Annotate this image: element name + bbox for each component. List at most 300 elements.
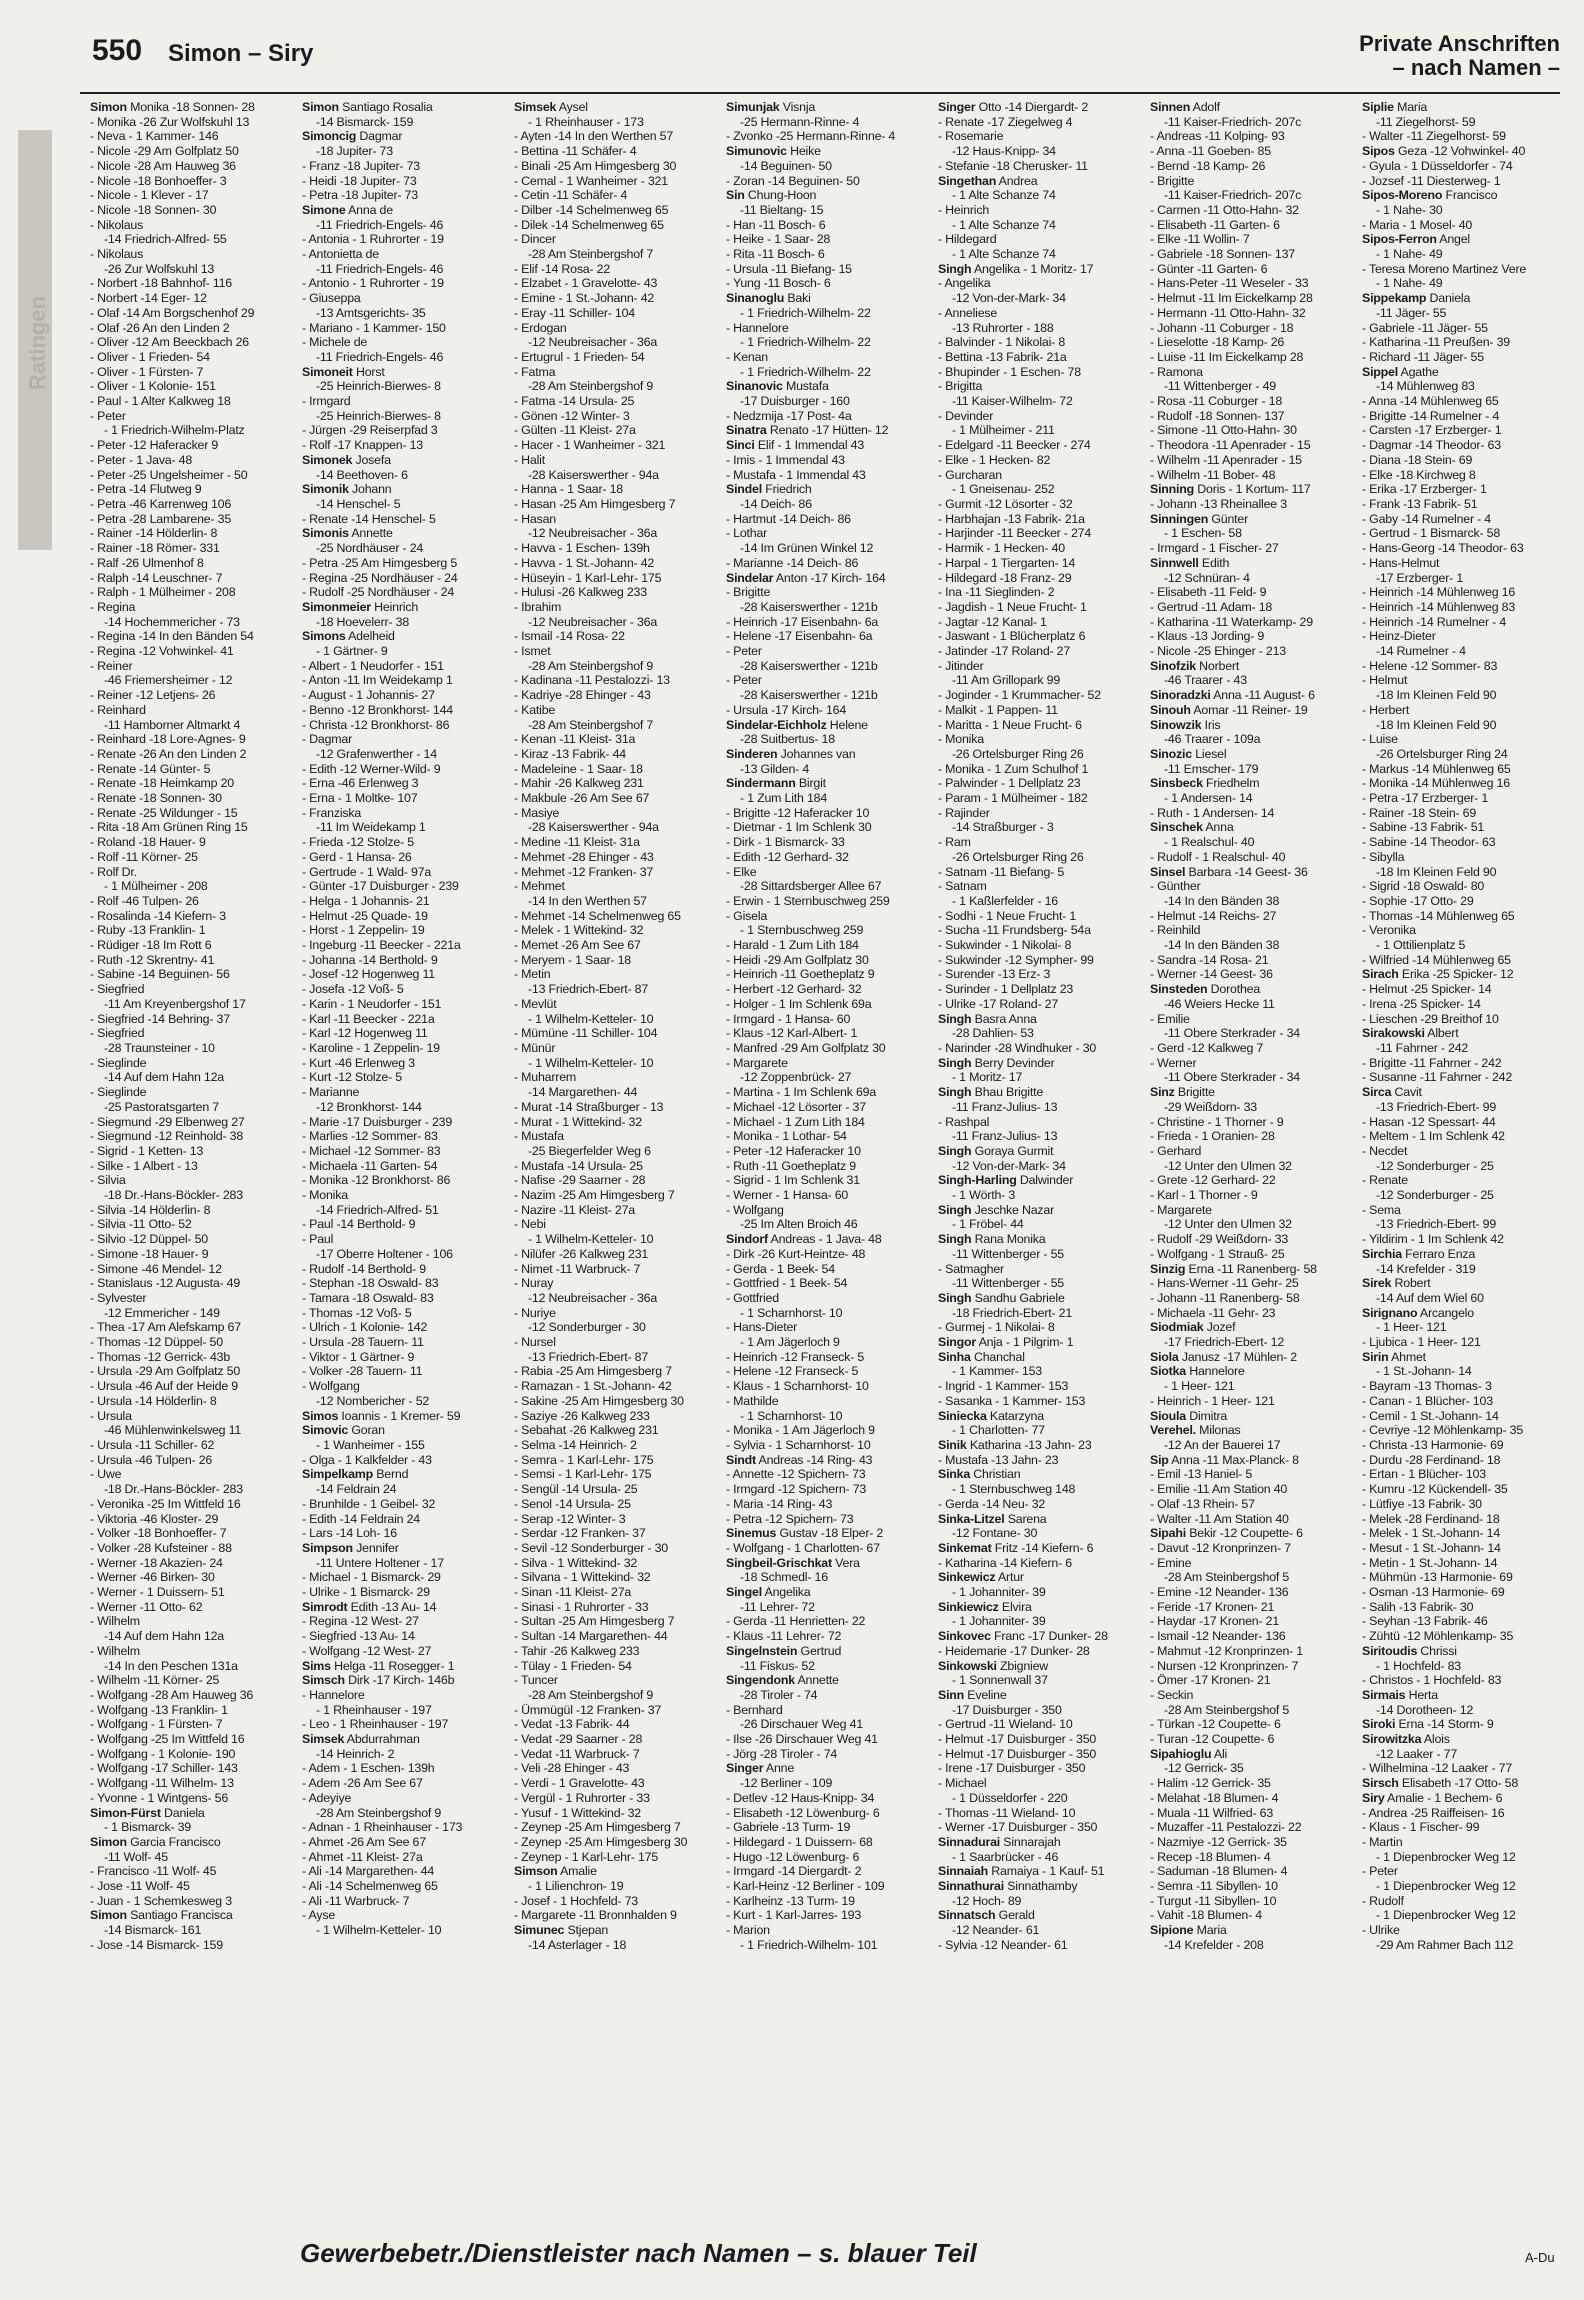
listing-entry: - Viktoria -46 Kloster- 29 <box>90 1511 219 1526</box>
listing-entry: Sinanovic Mustafa <box>726 379 829 394</box>
listing-entry: - Michael -12 Lösorter - 37 <box>726 1099 866 1114</box>
listing-entry: - Sevil -12 Sonderburger - 30 <box>514 1540 668 1555</box>
listing-entry: - Harbhajan -13 Fabrik- 21a <box>938 511 1085 526</box>
section-title <box>1359 32 1560 80</box>
listing-entry: -14 Asterlager - 18 <box>528 1937 627 1952</box>
listing-entry: - Edith -12 Gerhard- 32 <box>726 849 849 864</box>
listing-entry: -11 Obere Sterkrader - 34 <box>1164 1070 1300 1085</box>
listing-entry: Sinn Eveline <box>938 1687 1007 1702</box>
listing-entry: - Helmut <box>1362 673 1408 688</box>
surname-headword: Sinofzik <box>1150 658 1196 673</box>
listing-entry: - Emine <box>1150 1555 1192 1570</box>
listing-entry: - Wolfgang - 1 Fürsten- 7 <box>90 1717 223 1732</box>
surname-headword: Singer <box>938 100 976 114</box>
listing-entry: Simson Amalie <box>514 1864 597 1879</box>
listing-entry: -25 Biegerfelder Weg 6 <box>528 1143 651 1158</box>
surname-headword: Sirek <box>1362 1276 1392 1291</box>
listing-entry: - 1 Alte Schanze 74 <box>952 217 1056 232</box>
surname-headword: Singethan <box>938 173 997 188</box>
listing-entry: - Wilhelm <box>90 1643 140 1658</box>
surname-headword: Singel <box>726 1585 762 1600</box>
listing-entry: - Edith -12 Werner-Wild- 9 <box>302 761 441 776</box>
listing-entry: - Sylvia -12 Neander- 61 <box>938 1937 1068 1952</box>
listing-entry: - Simone -46 Mendel- 12 <box>90 1261 222 1276</box>
listing-entry: -11 Lehrer- 72 <box>740 1599 815 1614</box>
listing-entry: - Ramazan - 1 St.-Johann- 42 <box>514 1379 672 1394</box>
listing-entry: -14 Krefelder - 319 <box>1376 1261 1476 1276</box>
listing-entry: - Nazire -11 Kleist- 27a <box>514 1202 635 1217</box>
listing-entry: - Gertrud -11 Adam- 18 <box>1150 599 1273 614</box>
listing-entry: - Devinder <box>938 408 994 423</box>
listing-entry: -28 Kaiserswerther - 121b <box>740 658 878 673</box>
listing-entry: - Werner -14 Geest- 36 <box>1150 967 1273 982</box>
surname-headword: Singh <box>938 1055 972 1070</box>
listing-entry: - Sophie -17 Otto- 29 <box>1362 893 1474 908</box>
listing-entry: - Narinder -28 Windhuker - 30 <box>938 1041 1097 1055</box>
listing-entry: -13 Gilden- 4 <box>740 761 810 776</box>
listing-entry: - Sultan -14 Margarethen- 44 <box>514 1629 668 1644</box>
listing-entry: - Gottfried - 1 Beek- 54 <box>726 1276 848 1291</box>
listing-entry: - Vedat -13 Fabrik- 44 <box>514 1717 630 1732</box>
listing-entry: - 1 Am Jägerloch 9 <box>740 1335 840 1350</box>
listing-entry: -14 Rumelner - 4 <box>1376 644 1466 659</box>
listing-entry: - Hans-Helmut <box>1362 555 1440 570</box>
listing-entry: - Marion <box>726 1923 770 1938</box>
listing-entry: - Sultan -25 Am Himgesberg 7 <box>514 1614 675 1629</box>
listing-entry: -11 Jäger- 55 <box>1376 305 1447 320</box>
listing-entry: - Siegfried -13 Au- 14 <box>302 1629 415 1644</box>
listing-entry: Simon Garcia Francisco <box>90 1834 221 1849</box>
listing-entry: - Petra -14 Flutweg 9 <box>90 482 202 497</box>
listing-entry: -12 Neubreisacher - 36a <box>528 335 658 350</box>
listing-entry: - Simone -18 Hauer- 9 <box>90 1246 209 1261</box>
listing-entry: - Helene -12 Sommer- 83 <box>1362 658 1498 673</box>
listing-entry: - 1 Friedrich-Wilhelm- 101 <box>740 1937 878 1952</box>
listing-entry: -17 Erzberger- 1 <box>1376 570 1464 585</box>
listing-entry: - 1 Düsseldorfer - 220 <box>952 1790 1068 1805</box>
listing-entry: - Sukwinder - 1 Nikolai- 8 <box>938 938 1072 953</box>
listing-entry: - Teresa Moreno Martinez Vere <box>1362 261 1527 276</box>
listing-entry: - Hannelore <box>302 1687 365 1702</box>
listing-entry: - Luise -11 Im Eickelkamp 28 <box>1150 349 1304 364</box>
listing-entry: - Maritta - 1 Neue Frucht- 6 <box>938 717 1082 732</box>
listing-entry: Sippekamp Daniela <box>1362 291 1471 306</box>
listing-entry: - Heidemarie -17 Dunker- 28 <box>938 1643 1090 1658</box>
listing-entry: Sinnaiah Ramaiya - 1 Kauf- 51 <box>938 1864 1105 1879</box>
listing-entry: -14 Bismarck- 161 <box>104 1923 202 1938</box>
listing-entry: -12 Haus-Knipp- 34 <box>952 144 1056 159</box>
listing-entry: - Serap -12 Winter- 3 <box>514 1511 626 1526</box>
listing-entry: - Irmgard - 1 Hansa- 60 <box>726 1011 851 1026</box>
surname-headword: Sinkowski <box>938 1658 997 1673</box>
listing-entry: - Zühtü -12 Möhlenkamp- 35 <box>1362 1629 1514 1644</box>
listing-entry: - Wolfgang -17 Schiller- 143 <box>90 1761 238 1776</box>
listing-entry: - Kiraz -13 Fabrik- 44 <box>514 746 626 761</box>
listing-entry: - Muzaffer -11 Pestalozzi- 22 <box>1150 1820 1302 1835</box>
listing-entry: - Zeynep -25 Am Himgesberg 30 <box>514 1834 688 1849</box>
listing-entry: - Wilhelm -11 Körner- 25 <box>90 1673 220 1688</box>
listing-entry: - Sandra -14 Rosa- 21 <box>1150 952 1269 967</box>
listing-entry: -25 Pastoratsgarten 7 <box>104 1099 219 1114</box>
side-thumb-tab-label: Ratingen <box>25 295 50 391</box>
listing-entry: Siplie Maria <box>1362 100 1428 114</box>
listing-entry: Sinsteden Dorothea <box>1150 982 1261 997</box>
listing-entry: - Mümüne -11 Schiller- 104 <box>514 1026 658 1041</box>
listing-entry: -14 Feldrain 24 <box>316 1482 397 1497</box>
listing-entry: - Herbert <box>1362 702 1410 717</box>
listing-entry: - Silvio -12 Düppel- 50 <box>90 1232 208 1247</box>
listing-entry: - Walter -11 Ziegelhorst- 59 <box>1362 129 1506 144</box>
listing-entry: - Ismail -14 Rosa- 22 <box>514 629 625 644</box>
listing-entry: - Turan -12 Coupette- 6 <box>1150 1732 1275 1747</box>
surname-headword: Sindermann <box>726 776 796 791</box>
listing-entry: -11 Friedrich-Engels- 46 <box>316 349 444 364</box>
listing-entry: -25 Im Alten Broich 46 <box>740 1217 858 1232</box>
listing-entry: -12 Grafenwerther - 14 <box>316 746 437 761</box>
listing-entry: - Ismet <box>514 644 551 659</box>
listing-entry: -14 Deich- 86 <box>740 496 812 511</box>
listing-entry: - Sinasi - 1 Ruhrorter - 33 <box>514 1599 649 1614</box>
listing-entry: Sinkemat Fritz -14 Kiefern- 6 <box>938 1540 1094 1555</box>
listing-entry: -25 Heinrich-Bierwes- 8 <box>316 379 441 394</box>
listing-entry: Singh Rana Monika <box>938 1232 1046 1247</box>
listing-entry: Sioula Dimitra <box>1150 1408 1228 1423</box>
listing-entry: - 1 Rheinhauser - 173 <box>528 114 644 129</box>
listing-entry: - Maria - 1 Mosel- 40 <box>1362 217 1473 232</box>
listing-entry: - Werner - 1 Duissern- 51 <box>90 1585 225 1600</box>
listing-entry: - Rolf Dr. <box>90 864 137 879</box>
listing-entry: - Metin <box>514 967 551 982</box>
listing-entry: - Leo - 1 Rheinhauser - 197 <box>302 1717 449 1732</box>
surname-headword: Sipahi <box>1150 1526 1186 1541</box>
listing-entry: - Elisabeth -11 Garten- 6 <box>1150 217 1280 232</box>
listing-entry: - Nikolaus <box>90 217 144 232</box>
listing-entry: - Thomas -12 Gerrick- 43b <box>90 1349 231 1364</box>
listing-entry: -12 Neubreisacher - 36a <box>528 1290 658 1305</box>
listing-entry: - Günter -11 Garten- 6 <box>1150 261 1268 276</box>
listing-entry: - Jose -11 Wolf- 45 <box>90 1879 190 1894</box>
listing-entry: - Wolfgang -28 Am Hauweg 36 <box>90 1687 254 1702</box>
listing-entry: - Meltem - 1 Im Schlenk 42 <box>1362 1129 1505 1144</box>
listing-entry: - Jagdish - 1 Neue Frucht- 1 <box>938 599 1087 614</box>
listing-entry: - Harmik - 1 Hecken- 40 <box>938 541 1065 556</box>
listing-entry: - Wolfgang -13 Franklin- 1 <box>90 1702 228 1717</box>
listing-entry: - Erna - 1 Moltke- 107 <box>302 791 418 806</box>
listing-entry: - Jagtar -12 Kanal- 1 <box>938 614 1047 629</box>
listing-entry: - Recep -18 Blumen- 4 <box>1150 1849 1271 1864</box>
listing-entry: - Lieselotte -18 Kamp- 26 <box>1150 335 1285 350</box>
listing-entry: - Katharina -14 Kiefern- 6 <box>938 1555 1072 1570</box>
listing-entry: - Regina -14 In den Bänden 54 <box>90 629 254 644</box>
listing-entry: - Nazmiye -12 Gerrick- 35 <box>1150 1834 1287 1849</box>
listing-entry: - Lieschen -29 Breithof 10 <box>1362 1011 1499 1026</box>
listing-entry: - Werner -18 Akazien- 24 <box>90 1555 223 1570</box>
listing-entry: - Josefa -12 Voß- 5 <box>302 982 404 997</box>
listing-entry: - Frank -13 Fabrik- 51 <box>1362 496 1478 511</box>
listing-entry: -13 Amtsgerichts- 35 <box>316 305 426 320</box>
listing-entry: - Jozsef -11 Diesterweg- 1 <box>1362 173 1501 188</box>
listing-entry: - Silvana - 1 Wittekind- 32 <box>514 1570 651 1585</box>
listing-entry: - 1 Mülheimer - 208 <box>104 879 208 894</box>
listing-entry: - Gabriele -18 Sonnen- 137 <box>1150 247 1295 262</box>
surname-headword: Sinozic <box>1150 746 1192 761</box>
listing-entry: - Madeleine - 1 Saar- 18 <box>514 761 643 776</box>
listing-entry: - Mustafa - 1 Immendal 43 <box>726 467 866 482</box>
listing-entry: - Ulrich - 1 Kolonie- 142 <box>302 1320 428 1335</box>
listing-entry: - Palwinder - 1 Dellplatz 23 <box>938 776 1081 791</box>
listing-entry: - Ralph - 1 Mülheimer - 208 <box>90 585 236 600</box>
listing-entry: - Hans-Peter -11 Weseler - 33 <box>1150 276 1309 291</box>
listing-entry: Siotka Hannelore <box>1150 1364 1245 1379</box>
listing-entry: - Gaby -14 Rumelner - 4 <box>1362 511 1491 526</box>
listing-entry: - Emilie -11 Am Station 40 <box>1150 1482 1288 1497</box>
listing-entry: - Martin <box>1362 1834 1403 1849</box>
listing-entry: -18 Im Kleinen Feld 90 <box>1376 864 1497 879</box>
listing-entry: - Ursula -14 Hölderlin- 8 <box>90 1393 217 1408</box>
listing-entry: - 1 Charlotten- 77 <box>952 1423 1045 1438</box>
listing-entry: - Detlev -12 Haus-Knipp- 34 <box>726 1790 875 1805</box>
listing-entry: - Ruby -13 Franklin- 1 <box>90 923 206 938</box>
listing-entry: - Ursula -46 Tulpen- 26 <box>90 1452 213 1467</box>
surname-headword: Sinning <box>1150 482 1195 497</box>
listing-entry: - Hasan -12 Spessart- 44 <box>1362 1114 1496 1129</box>
listing-entry: Sinouh Aomar -11 Reiner- 19 <box>1150 702 1308 717</box>
listing-entry: Singh Sandhu Gabriele <box>938 1290 1065 1305</box>
listing-entry: Simoneit Horst <box>302 364 385 379</box>
surname-headword: Simonek <box>302 452 353 467</box>
surname-headword: Sinanovic <box>726 379 783 394</box>
surname-headword: Sipos <box>1362 144 1395 159</box>
listing-entry: -26 Zur Wolfskuhl 13 <box>104 261 215 276</box>
surname-headword: Singh <box>938 1232 972 1247</box>
side-thumb-tab <box>18 130 52 550</box>
listing-entry: - Renate -17 Ziegelweg 4 <box>938 114 1073 129</box>
listing-entry: - Peter -12 Haferacker 9 <box>90 438 219 453</box>
surname-headword: Sirca <box>1362 1085 1392 1100</box>
listing-entry: - Yildirim - 1 Im Schlenk 42 <box>1362 1232 1504 1247</box>
listing-entry: - 1 Friedrich-Wilhelm- 22 <box>740 364 871 379</box>
listing-entry: Siroki Erna -14 Storm- 9 <box>1362 1717 1494 1732</box>
listing-entry: Singh Goraya Gurmit <box>938 1143 1054 1158</box>
listing-entry: - Gertrud - 1 Bismarck- 58 <box>1362 526 1501 541</box>
listing-entry: -14 Krefelder - 208 <box>1164 1937 1264 1952</box>
listing-columns <box>90 100 1570 2240</box>
listing-entry: -13 Friedrich-Ebert- 87 <box>528 1349 649 1364</box>
listing-entry: -46 Mühlenwinkelsweg 11 <box>104 1423 242 1438</box>
listing-entry: -12 Von-der-Mark- 34 <box>952 1158 1066 1173</box>
listing-entry: - Monika - 1 Lothar- 54 <box>726 1129 847 1144</box>
listing-entry: - Elzabet - 1 Gravelotte- 43 <box>514 276 658 291</box>
listing-entry: Sinnwell Edith <box>1150 555 1230 570</box>
listing-entry: - Tülay - 1 Frieden- 54 <box>514 1658 632 1673</box>
listing-entry: - Sengül -14 Ursula- 25 <box>514 1482 638 1497</box>
listing-entry: - Klaus - 1 Scharnhorst- 10 <box>726 1379 869 1394</box>
listing-entry: - Antonia - 1 Ruhrorter - 19 <box>302 232 444 247</box>
listing-entry: - Kenan -11 Kleist- 31a <box>514 732 636 747</box>
listing-entry: -28 Am Steinbergshof 9 <box>528 379 654 394</box>
listing-entry: - Michael - 1 Bismarck- 29 <box>302 1570 441 1585</box>
listing-entry: - Mehmet -14 Schelmenweg 65 <box>514 908 681 923</box>
listing-entry: - 1 Friedrich-Wilhelm- 22 <box>740 335 871 350</box>
listing-entry: - Mathilde <box>726 1393 779 1408</box>
listing-entry: - Wilhelm <box>90 1614 140 1629</box>
listing-entry: - Ilse -26 Dirschauer Weg 41 <box>726 1732 878 1747</box>
listing-entry: - Durdu -28 Ferdinand- 18 <box>1362 1452 1501 1467</box>
listing-entry: -13 Friedrich-Ebert- 99 <box>1376 1217 1497 1232</box>
listing-entry: - Vedat -29 Saarner - 28 <box>514 1732 643 1747</box>
listing-column-1 <box>90 100 300 2240</box>
listing-entry: - Vedat -11 Warbruck- 7 <box>514 1746 640 1761</box>
listing-entry: - Markus -14 Mühlenweg 65 <box>1362 761 1511 776</box>
listing-entry: Sinowzik Iris <box>1150 717 1221 732</box>
listing-entry: -12 Bronkhorst- 144 <box>316 1099 422 1114</box>
surname-headword: Sirchia <box>1362 1246 1402 1261</box>
listing-entry: Simrodt Edith -13 Au- 14 <box>302 1599 437 1614</box>
listing-entry: - Zeynep - 1 Karl-Lehr- 175 <box>514 1849 659 1864</box>
listing-entry: - Maria -14 Ring- 43 <box>726 1496 833 1511</box>
listing-entry: Sirowitzka Alois <box>1362 1732 1450 1747</box>
footer-note: Gewerbebetr./Dienstleister nach Namen – s. blauer Teil <box>300 2238 977 2268</box>
listing-entry: - Helmut -11 Im Eickelkamp 28 <box>1150 291 1313 306</box>
listing-entry: - Simone -11 Otto-Hahn- 30 <box>1150 423 1297 438</box>
listing-entry: Siritoudis Chrissi <box>1362 1643 1457 1658</box>
listing-entry: -12 Emmericher - 149 <box>104 1305 220 1320</box>
listing-entry: - Siegfried -14 Behring- 37 <box>90 1011 230 1026</box>
surname-headword: Verehel. <box>1150 1423 1196 1438</box>
listing-entry: -12 Schnüran- 4 <box>1164 570 1250 585</box>
listing-entry: - Eray -11 Schiller- 104 <box>514 305 635 320</box>
surname-headword: Singh-Harling <box>938 1173 1017 1188</box>
listing-entry: Sinnathurai Sinnathamby <box>938 1879 1078 1894</box>
listing-entry: - 1 Wilhelm-Ketteler- 10 <box>528 1011 654 1026</box>
listing-entry: - Binali -25 Am Himgesberg 30 <box>514 158 677 173</box>
listing-entry: - Christine - 1 Thorner - 9 <box>1150 1114 1284 1129</box>
listing-entry: - Nuray <box>514 1276 554 1291</box>
listing-entry: - Silke - 1 Albert - 13 <box>90 1158 198 1173</box>
listing-entry: - Holger - 1 Im Schlenk 69a <box>726 996 872 1011</box>
listing-entry: - Gerda - 1 Beek- 54 <box>726 1261 835 1276</box>
listing-entry: - Andrea -25 Raiffeisen- 16 <box>1362 1805 1505 1820</box>
listing-entry: - Brigitte -11 Fahrner - 242 <box>1362 1055 1502 1070</box>
listing-entry: -11 Franz-Julius- 13 <box>952 1099 1058 1114</box>
surname-headword: Singh <box>938 1011 972 1026</box>
listing-entry: - Fatma <box>514 364 556 379</box>
listing-entry: - Wolfgang - 1 Kolonie- 190 <box>90 1746 236 1761</box>
listing-entry: - Klaus -11 Lehrer- 72 <box>726 1629 842 1644</box>
listing-entry: -25 Hermann-Rinne- 4 <box>740 114 860 129</box>
listing-entry: - Gerda -11 Henrietten- 22 <box>726 1614 866 1629</box>
listing-entry: - Ursula <box>90 1408 132 1423</box>
listing-entry: - Silvia -14 Hölderlin- 8 <box>90 1202 211 1217</box>
listing-entry: - Cetin -11 Schäfer- 4 <box>514 188 628 203</box>
listing-entry: - Irmgard -12 Spichern- 73 <box>726 1482 867 1497</box>
listing-entry: - 1 Friedrich-Wilhelm-Platz <box>104 423 245 438</box>
listing-entry: - Thea -17 Am Alefskamp 67 <box>90 1320 241 1335</box>
listing-entry: - Michaela -11 Gehr- 23 <box>1150 1305 1276 1320</box>
listing-entry: Simpelkamp Bernd <box>302 1467 409 1482</box>
listing-entry: Sinningen Günter <box>1150 511 1249 526</box>
listing-entry: - Semsi - 1 Karl-Lehr- 175 <box>514 1467 652 1482</box>
listing-entry: -11 Wittenberger - 55 <box>952 1246 1064 1261</box>
listing-entry: - Christos - 1 Hochfeld- 83 <box>1362 1673 1502 1688</box>
surname-headword: Sinoradzki <box>1150 688 1211 703</box>
listing-entry: - Saziye -26 Kalkweg 233 <box>514 1408 650 1423</box>
listing-entry: Simonmeier Heinrich <box>302 599 419 614</box>
listing-entry: - Ram <box>938 835 971 850</box>
listing-entry: - Anton -11 Im Weidekamp 1 <box>302 673 453 688</box>
surname-headword: Sinderen <box>726 746 778 761</box>
listing-entry: - Gurcharan <box>938 467 1002 482</box>
listing-entry: - Muharrem <box>514 1070 577 1085</box>
listing-entry: - Siegmund -12 Reinhold- 38 <box>90 1129 244 1144</box>
listing-entry: - Martina - 1 Im Schlenk 69a <box>726 1085 877 1100</box>
surname-headword: Sinsel <box>1150 864 1186 879</box>
listing-entry: - 1 Sonnenwall 37 <box>952 1673 1048 1688</box>
listing-entry: -18 Im Kleinen Feld 90 <box>1376 717 1497 732</box>
listing-entry: -18 Jupiter- 73 <box>316 144 393 159</box>
listing-entry: Singh Bhau Brigitte <box>938 1085 1044 1100</box>
listing-entry: - Reinhild <box>1150 923 1201 938</box>
listing-entry: - Gertrud -11 Wieland- 10 <box>938 1717 1073 1732</box>
listing-entry: - Erna -46 Erlenweg 3 <box>302 776 419 791</box>
listing-entry: -11 Wolf- 45 <box>104 1849 168 1864</box>
listing-entry: - Heinrich - 1 Heer- 121 <box>1150 1393 1275 1408</box>
surname-headword: Simson <box>514 1864 558 1879</box>
listing-entry: - Stanislaus -12 Augusta- 49 <box>90 1276 241 1291</box>
listing-entry: -14 In den Bänden 38 <box>1164 938 1280 953</box>
listing-entry: - Monika - 1 Am Jägerloch 9 <box>726 1423 875 1438</box>
listing-entry: - Gurmit -12 Lösorter - 32 <box>938 496 1073 511</box>
listing-entry: Sipione Maria <box>1150 1923 1227 1938</box>
listing-entry: - 1 Nahe- 30 <box>1376 202 1443 217</box>
listing-entry: Simunec Stjepan <box>514 1923 609 1938</box>
listing-entry: -11 Fiskus- 52 <box>740 1658 815 1673</box>
listing-entry: - August - 1 Johannis- 27 <box>302 688 435 703</box>
listing-entry: Sindorf Andreas - 1 Java- 48 <box>726 1232 882 1247</box>
listing-entry: - Mühmün -13 Harmonie- 69 <box>1362 1570 1513 1585</box>
listing-entry: - Gerd - 1 Hansa- 26 <box>302 849 412 864</box>
listing-entry: - Surinder - 1 Dellplatz 23 <box>938 982 1074 997</box>
listing-entry: - Christa -12 Bronkhorst- 86 <box>302 717 450 732</box>
listing-entry: Siniecka Katarzyna <box>938 1408 1044 1423</box>
listing-entry: - Metin - 1 St.-Johann- 14 <box>1362 1555 1498 1570</box>
listing-entry: - Melek - 1 St.-Johann- 14 <box>1362 1526 1501 1541</box>
listing-entry: - Hans-Werner -11 Gehr- 25 <box>1150 1276 1299 1291</box>
listing-entry: - Rashpal <box>938 1114 990 1129</box>
listing-entry: - Mevlüt <box>514 996 557 1011</box>
listing-entry: - Feride -17 Kronen- 21 <box>1150 1599 1275 1614</box>
listing-entry: - Theodora -11 Apenrader - 15 <box>1150 438 1311 453</box>
listing-entry: -13 Friedrich-Ebert- 99 <box>1376 1099 1497 1114</box>
listing-entry: - Gönen -12 Winter- 3 <box>514 408 630 423</box>
listing-entry: - Mesut - 1 St.-Johann- 14 <box>1362 1540 1501 1555</box>
listing-entry: - Hans-Georg -14 Theodor- 63 <box>1362 541 1524 556</box>
listing-entry: -11 Fahrner - 242 <box>1376 1041 1469 1055</box>
listing-entry: - Hermann -11 Otto-Hahn- 32 <box>1150 305 1306 320</box>
surname-headword: Sinsteden <box>1150 982 1208 997</box>
listing-entry: - Dilek -14 Schelmenweg 65 <box>514 217 664 232</box>
listing-entry: - Klaus - 1 Fischer- 99 <box>1362 1820 1480 1835</box>
listing-entry: - Nursen -12 Kronprinzen- 7 <box>1150 1658 1299 1673</box>
listing-entry: - Siegfried <box>90 982 145 997</box>
section-title-line-1: Private Anschriften <box>1359 31 1560 56</box>
listing-entry: -28 Suitbertus- 18 <box>740 732 835 747</box>
listing-entry: - Elke -11 Wollin- 7 <box>1150 232 1250 247</box>
listing-entry: - Irene -17 Duisburger - 350 <box>938 1761 1086 1776</box>
listing-entry: - Gülten -11 Kleist- 27a <box>514 423 636 438</box>
listing-entry: - Jaswant - 1 Blücherplatz 6 <box>938 629 1086 644</box>
listing-entry: - Surender -13 Erz- 3 <box>938 967 1051 982</box>
